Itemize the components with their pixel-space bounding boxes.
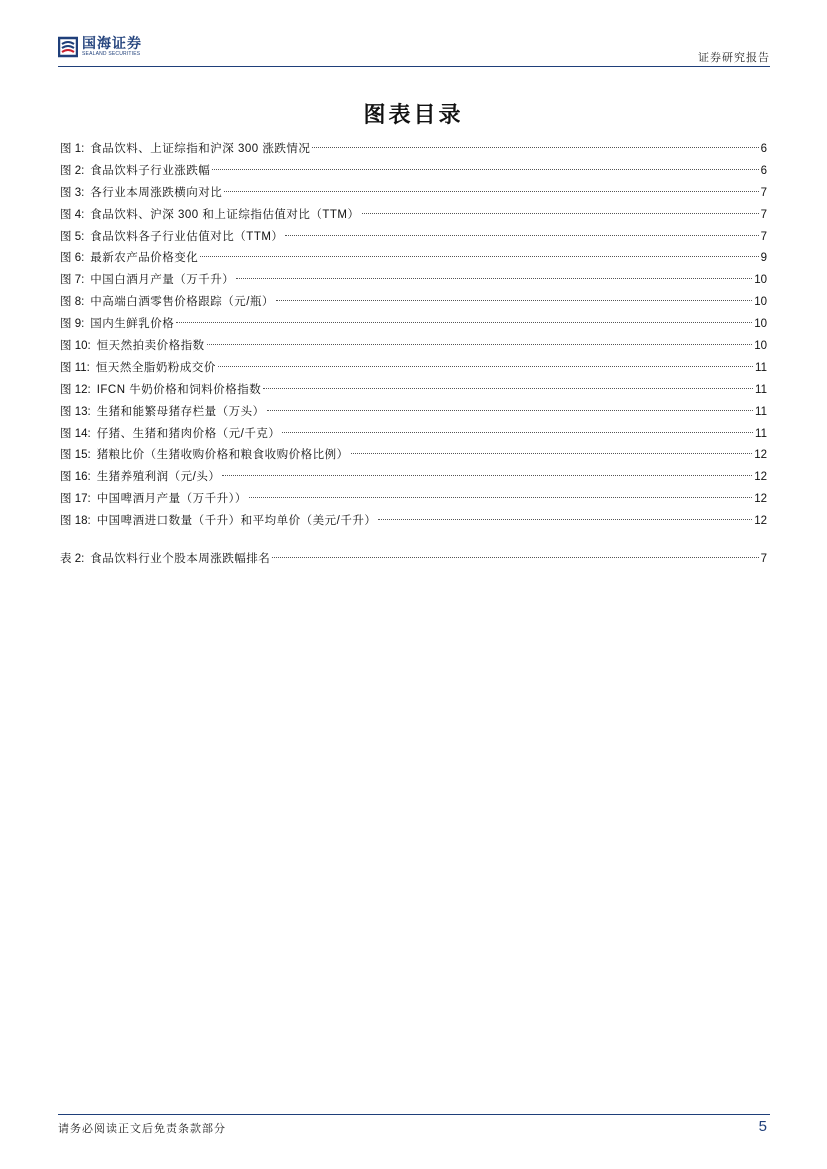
entry-number: 图 6: <box>60 252 85 265</box>
figure-entry[interactable] <box>60 292 767 314</box>
entry-page: 11 <box>755 383 767 396</box>
entry-page: 12 <box>754 493 767 506</box>
entry-title: 生猪和能繁母猪存栏量（万头） <box>96 405 265 418</box>
brand-name-cn: 国海证券 <box>82 35 142 51</box>
entry-page: 11 <box>755 361 767 374</box>
entry-page: 7 <box>760 208 767 221</box>
leader-dots <box>285 235 758 236</box>
sealand-logo-icon <box>58 36 78 58</box>
entry-title: 食品饮料各子行业估值对比（TTM） <box>90 230 284 243</box>
entry-title: 中国白酒月产量（万千升） <box>90 274 235 287</box>
entry-number: 图 9: <box>60 318 85 331</box>
footer-divider <box>58 1114 770 1115</box>
figure-entry[interactable] <box>60 467 767 489</box>
figure-entry[interactable] <box>60 270 767 292</box>
entry-title: 国内生鲜乳价格 <box>90 318 175 331</box>
entry-number: 图 7: <box>60 274 85 287</box>
leader-dots <box>176 322 752 323</box>
entry-title: 恒天然全脂奶粉成交价 <box>95 361 216 374</box>
leader-dots <box>362 213 759 214</box>
figure-entry[interactable] <box>60 402 767 424</box>
entry-page: 7 <box>760 553 767 565</box>
entry-title: 中国啤酒月产量（万千升）） <box>96 493 247 506</box>
entry-title: 仔猪、生猪和猪肉价格（元/千克） <box>96 427 281 440</box>
entry-title: 中高端白酒零售价格跟踪（元/瓶） <box>90 296 274 309</box>
leader-dots <box>249 497 752 498</box>
entry-number: 图 18: <box>60 515 91 528</box>
entry-number: 图 15: <box>60 449 91 462</box>
figure-entry[interactable] <box>60 445 767 467</box>
figure-entry[interactable] <box>60 380 767 402</box>
brand-name-en: SEALAND SECURITIES <box>82 51 141 57</box>
figure-entry[interactable] <box>60 248 767 270</box>
entry-page: 9 <box>760 252 767 265</box>
figure-entry[interactable] <box>60 139 767 161</box>
header-divider <box>58 66 770 67</box>
leader-dots <box>207 344 753 345</box>
figure-entry[interactable] <box>60 489 767 511</box>
entry-number: 图 2: <box>60 164 85 177</box>
entry-number: 图 10: <box>60 340 91 353</box>
figure-entry[interactable] <box>60 183 767 205</box>
page-header <box>58 36 770 66</box>
page-title: 图表目录 <box>363 102 464 128</box>
leader-dots <box>224 191 758 192</box>
figure-entry[interactable] <box>60 314 767 336</box>
entry-page: 7 <box>760 230 767 243</box>
entry-page: 11 <box>755 405 767 418</box>
entry-page: 12 <box>754 471 767 484</box>
leader-dots <box>200 256 758 257</box>
entry-page: 11 <box>755 427 767 440</box>
table-entry[interactable] <box>60 549 767 571</box>
figure-entry[interactable] <box>60 511 767 533</box>
entry-number: 图 17: <box>60 493 91 506</box>
brand-logo <box>58 36 142 58</box>
figure-entry[interactable] <box>60 424 767 446</box>
leader-dots <box>218 366 753 367</box>
entry-title: 猪粮比价（生猪收购价格和粮食收购价格比例） <box>96 449 349 462</box>
leader-dots <box>263 388 753 389</box>
leader-dots <box>312 147 758 148</box>
leader-dots <box>276 300 752 301</box>
figure-entry[interactable] <box>60 205 767 227</box>
table-list <box>60 549 767 571</box>
leader-dots <box>282 432 753 433</box>
entry-page: 12 <box>754 449 767 462</box>
entry-page: 6 <box>760 164 767 177</box>
entry-title: 生猪养殖利润（元/头） <box>96 471 221 484</box>
entry-number: 图 1: <box>60 143 85 155</box>
entry-number: 图 3: <box>60 186 85 199</box>
entry-page: 6 <box>760 143 767 155</box>
entry-number: 图 4: <box>60 208 85 221</box>
leader-dots <box>222 475 752 476</box>
report-type: 证券研究报告 <box>698 51 770 64</box>
entry-title: 最新农产品价格变化 <box>90 252 199 265</box>
entry-title: 各行业本周涨跌横向对比 <box>90 186 223 199</box>
entry-number: 图 14: <box>60 427 91 440</box>
entry-page: 10 <box>754 274 767 287</box>
leader-dots <box>272 557 758 558</box>
leader-dots <box>267 410 753 411</box>
figure-entry[interactable] <box>60 161 767 183</box>
entry-page: 10 <box>754 340 767 353</box>
leader-dots <box>236 278 752 279</box>
entry-title: 食品饮料、上证综指和沪深 300 涨跌情况 <box>90 143 311 155</box>
entry-page: 10 <box>754 296 767 309</box>
entry-number: 图 16: <box>60 471 91 484</box>
leader-dots <box>378 519 752 520</box>
figure-entry[interactable] <box>60 336 767 358</box>
entry-number: 图 13: <box>60 405 91 418</box>
entry-page: 7 <box>760 186 767 199</box>
entry-title: 中国啤酒进口数量（千升）和平均单价（美元/千升） <box>96 515 377 528</box>
entry-number: 表 2: <box>60 553 85 565</box>
figure-list <box>60 139 767 533</box>
entry-title: IFCN 牛奶价格和饲料价格指数 <box>96 383 262 396</box>
figure-entry[interactable] <box>60 227 767 249</box>
entry-page: 10 <box>754 318 767 331</box>
page-number: 5 <box>758 1118 767 1135</box>
leader-dots <box>212 169 758 170</box>
entry-number: 图 8: <box>60 296 85 309</box>
entry-number: 图 12: <box>60 383 91 396</box>
entry-title: 食品饮料行业个股本周涨跌幅排名 <box>90 553 271 565</box>
entry-page: 12 <box>754 515 767 528</box>
leader-dots <box>351 453 753 454</box>
disclaimer-note: 请务必阅读正文后免责条款部分 <box>58 1122 226 1135</box>
entry-title: 恒天然拍卖价格指数 <box>96 340 205 353</box>
figure-entry[interactable] <box>60 358 767 380</box>
entry-number: 图 11: <box>60 361 90 374</box>
entry-number: 图 5: <box>60 230 85 243</box>
entry-title: 食品饮料子行业涨跌幅 <box>90 164 211 177</box>
entry-title: 食品饮料、沪深 300 和上证综指估值对比（TTM） <box>90 208 360 221</box>
